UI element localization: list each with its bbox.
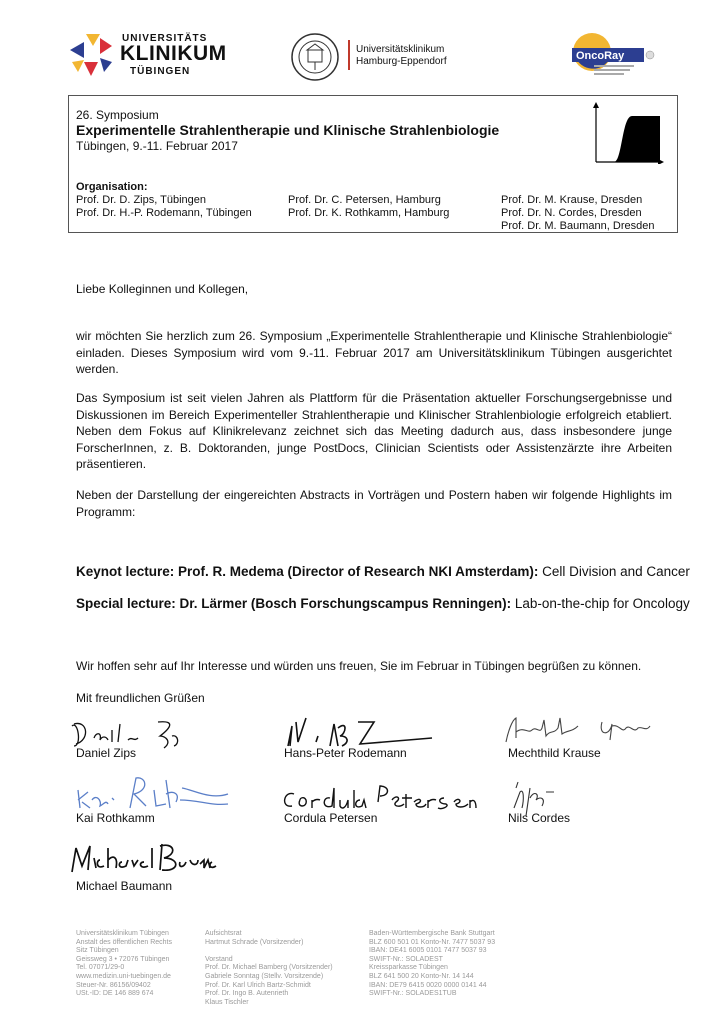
signature-rothkamm xyxy=(70,770,230,812)
uke-divider xyxy=(348,40,350,70)
footer-line: Kreissparkasse Tübingen xyxy=(369,964,448,972)
special-topic: Lab-on-the-chip for Oncology xyxy=(511,596,690,611)
signatory-name: Daniel Zips xyxy=(76,746,137,760)
footer-line: Steuer-Nr. 86156/09402 xyxy=(76,981,151,989)
footer-line: BLZ 641 500 20 Konto-Nr. 14 144 xyxy=(369,972,474,980)
organiser: Prof. Dr. K. Rothkamm, Hamburg xyxy=(288,207,450,219)
footer-bank-info xyxy=(369,930,495,999)
letter-regards: Mit freundlichen Grüßen xyxy=(76,691,205,705)
keynote-label: Keynot lecture: Prof. R. Medema (Director of Research NKI Amsterdam): xyxy=(76,564,539,579)
footer-line: USt.-ID: DE 146 889 674 xyxy=(76,990,154,998)
signatory-name: Hans-Peter Rodemann xyxy=(284,746,407,760)
oncoray-logo xyxy=(570,28,660,83)
footer-line: Prof. Dr. Karl Ulrich Bartz-Schmidt xyxy=(205,981,311,989)
letter-closing: Wir hoffen sehr auf Ihr Interesse und würden uns freuen, Sie im Februar in Tübingen begrüßen zu können. xyxy=(76,659,642,673)
symposium-header-box xyxy=(68,95,678,233)
special-lecture xyxy=(76,596,696,611)
organiser: Prof. Dr. C. Petersen, Hamburg xyxy=(288,194,441,206)
organisers-column-dresden xyxy=(501,194,654,233)
signatory-name: Cordula Petersen xyxy=(284,811,378,825)
signatory-name: Kai Rothkamm xyxy=(76,811,155,825)
symposium-title: Experimentelle Strahlentherapie und Klinische Strahlenbiologie xyxy=(76,122,500,138)
footer-line: Sitz Tübingen xyxy=(76,947,119,955)
ukt-logo-line3: TÜBINGEN xyxy=(130,66,191,77)
sigmoid-curve-graphic xyxy=(592,102,664,164)
ukt-logo xyxy=(70,30,227,80)
symposium-number: 26. Symposium xyxy=(76,108,159,122)
keynote-topic: Cell Division and Cancer xyxy=(538,564,690,579)
footer-line: Prof. Dr. Michael Bamberg (Vorsitzender) xyxy=(205,964,333,972)
special-label: Special lecture: Dr. Lärmer (Bosch Forschungscampus Renningen): xyxy=(76,596,512,611)
letter-salutation: Liebe Kolleginnen und Kollegen, xyxy=(76,282,249,296)
organiser: Prof. Dr. M. Krause, Dresden xyxy=(501,194,643,206)
footer-line: Tel. 07071/29-0 xyxy=(76,964,125,972)
footer-line: Aufsichtsrat xyxy=(205,930,242,937)
footer-line: IBAN: DE79 6415 0020 0000 0141 44 xyxy=(369,981,487,989)
letter-paragraph-3: Neben der Darstellung der eingereichten Abstracts in Vorträgen und Postern haben wir folgende Highlights im Programm: xyxy=(76,488,672,519)
organiser: Prof. Dr. N. Cordes, Dresden xyxy=(501,207,642,219)
footer-hospital-info xyxy=(76,930,172,999)
keynote-lecture xyxy=(76,564,696,579)
signature-zips xyxy=(68,716,198,750)
footer-line: SWIFT-Nr.: SOLADES1TUB xyxy=(369,990,457,998)
signature-baumann xyxy=(68,836,218,880)
footer-line: Baden-Württembergische Bank Stuttgart xyxy=(369,930,495,937)
footer-line: IBAN: DE41 6005 0101 7477 5037 93 xyxy=(369,947,487,955)
uke-seal-icon xyxy=(290,32,340,82)
footer-line: Hartmut Schrade (Vorsitzender) xyxy=(205,938,304,946)
letter-paragraph-1: wir möchten Sie herzlich zum 26. Symposium „Experimentelle Strahlentherapie und Klinische Strahlenbiologie“ einladen. Dieses Symposium wird vom 9.-11. Februar 2017 am Universitätsklinikum Tübingen ausgerichtet werden. xyxy=(76,329,672,376)
footer-line: Vorstand xyxy=(205,955,233,963)
footer-line: SWIFT-Nr.: SOLADEST xyxy=(369,955,443,963)
footer-board-info xyxy=(205,930,333,1007)
footer-line: Geissweg 3 • 72076 Tübingen xyxy=(76,955,170,963)
organisation-label: Organisation: xyxy=(76,181,148,193)
oncoray-logo-icon xyxy=(570,28,660,83)
organisers-column-hamburg xyxy=(288,194,449,220)
organiser: Prof. Dr. H.-P. Rodemann, Tübingen xyxy=(76,207,252,219)
ukt-logo-line2: KLINIKUM xyxy=(120,42,227,65)
footer-line: Gabriele Sonntag (Stellv. Vorsitzende) xyxy=(205,972,324,980)
signature-krause xyxy=(502,712,662,746)
organiser: Prof. Dr. D. Zips, Tübingen xyxy=(76,194,207,206)
footer-line: Anstalt des öffentlichen Rechts xyxy=(76,938,172,946)
footer-line: BLZ 600 501 01 Konto-Nr. 7477 5037 93 xyxy=(369,938,496,946)
signatory-name: Nils Cordes xyxy=(508,811,571,825)
signatory-name: Michael Baumann xyxy=(76,879,173,893)
uke-logo-line2: Hamburg-Eppendorf xyxy=(356,56,447,67)
uke-logo xyxy=(290,32,470,82)
ukt-logo-mark-icon xyxy=(70,32,114,76)
symposium-location-date: Tübingen, 9.-11. Februar 2017 xyxy=(76,139,238,153)
svg-text:OncoRay: OncoRay xyxy=(576,50,625,62)
footer-line: Prof. Dr. Ingo B. Autenrieth xyxy=(205,990,289,998)
organisers-column-tuebingen xyxy=(76,194,252,220)
ukt-logo-line1: UNIVERSITÄTS xyxy=(122,33,208,44)
footer-line: Klaus Tischler xyxy=(205,998,249,1006)
footer-line xyxy=(205,947,333,956)
uke-logo-line1: Universitätsklinikum xyxy=(356,44,445,55)
letter-paragraph-2: Das Symposium ist seit vielen Jahren als Plattform für die Präsentation aktueller Forschungsergebnisse und Diskussionen im Bereich Experimenteller Strahlentherapie und Klinischer Strahlenbiologie erfolgreich etabliert. Neben dem Fokus auf Klinikrelevanz zeichnet sich das Meeting dadurch aus, dass insbesondere junge ForscherInnen, z. B. Doktoranden, junge PostDocs, Clinician Scientists oder Assistenzärzte ihre Arbeiten präsentieren. xyxy=(76,391,672,471)
signature-petersen xyxy=(278,780,478,814)
signatory-name: Mechthild Krause xyxy=(508,746,601,760)
organiser: Prof. Dr. M. Baumann, Dresden xyxy=(501,220,655,232)
footer-line: Universitätsklinikum Tübingen xyxy=(76,930,169,937)
footer-line: www.medizin.uni-tuebingen.de xyxy=(76,972,171,980)
